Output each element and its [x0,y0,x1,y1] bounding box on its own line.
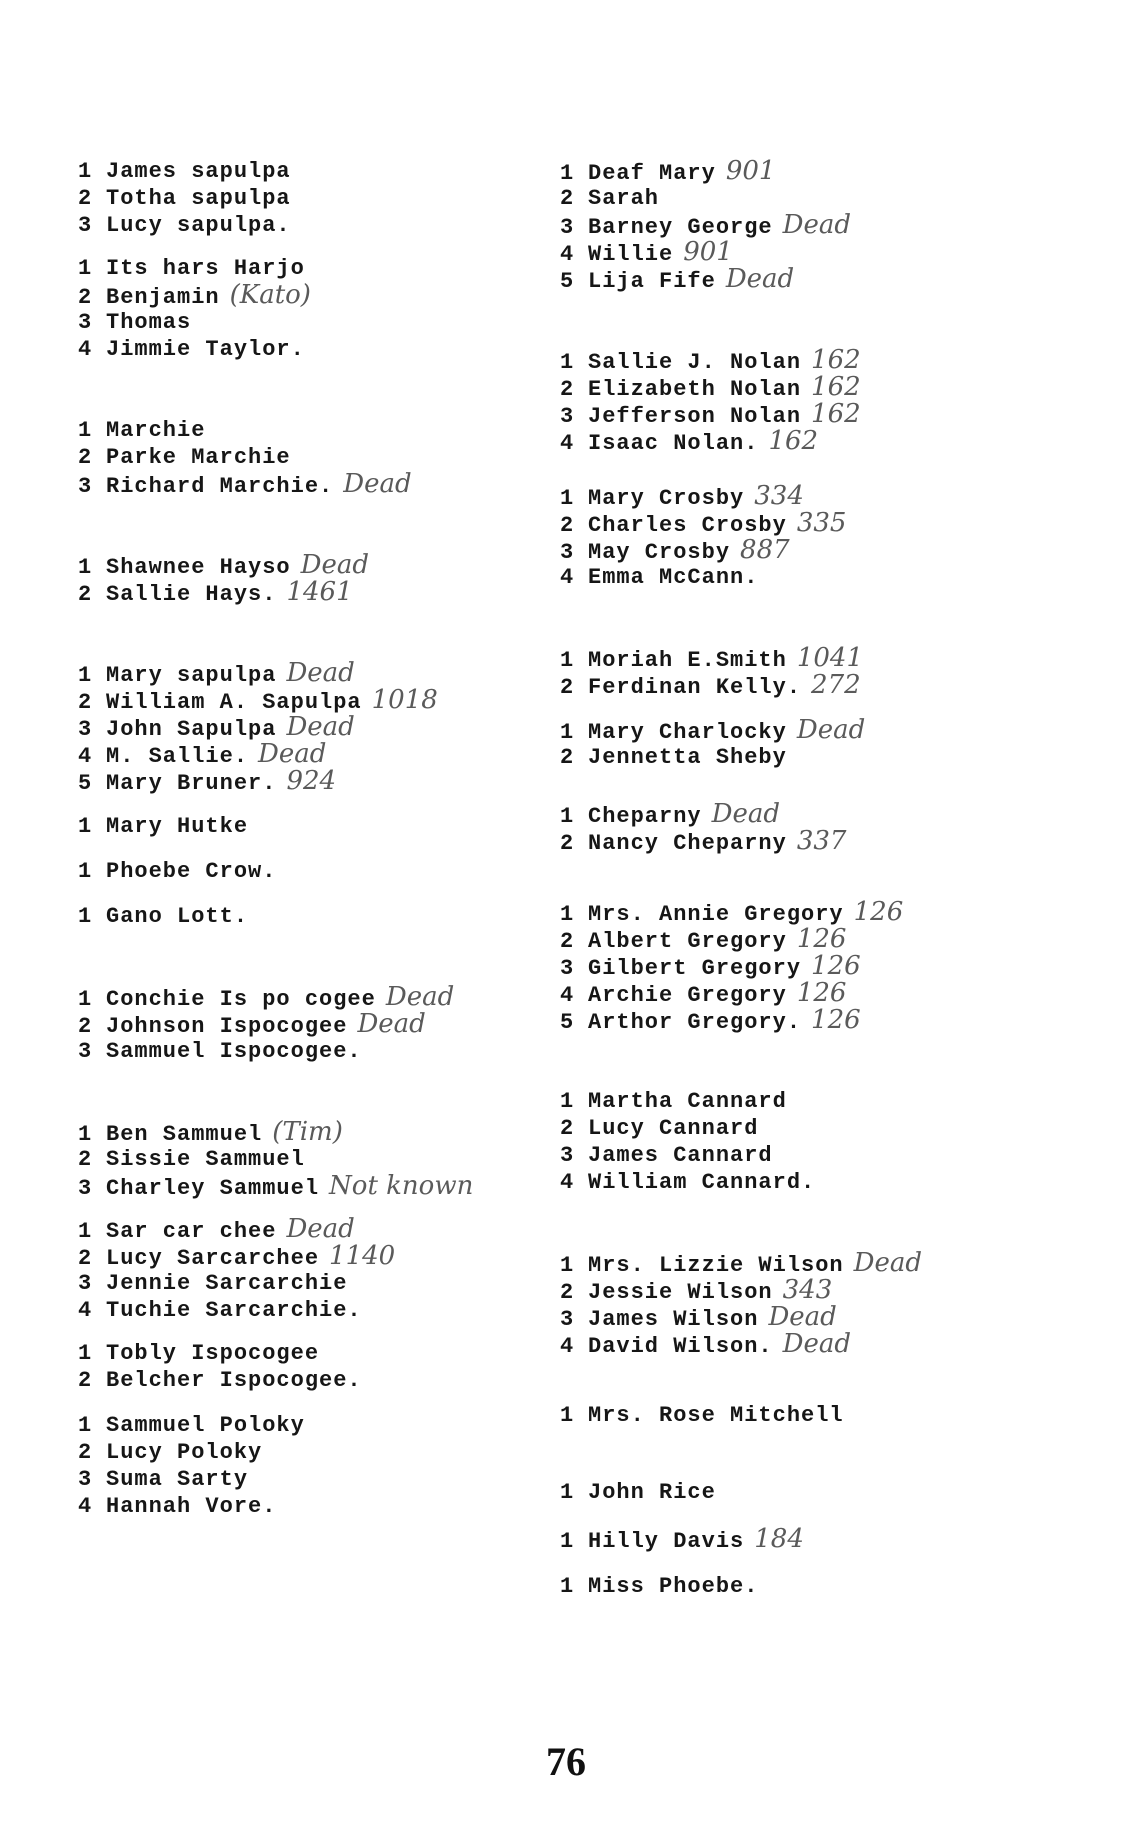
handwritten-note: Not known [329,1171,474,1201]
name-entry [78,858,548,885]
entry-name: David Wilson. [588,1334,773,1359]
name-entry [78,1297,548,1324]
entry-name: Lija Fife [588,269,716,294]
family-group [560,899,1100,1034]
entry-number: 1 [78,859,93,884]
entry-number: 1 [78,1341,93,1366]
name-entry [560,801,1100,828]
name-entry [560,347,1100,374]
name-entry [560,1169,1100,1196]
entry-number: 2 [560,513,575,538]
entry-name: James Wilson [588,1307,759,1332]
name-entry [78,1270,548,1297]
handwritten-note: 1018 [371,685,438,715]
family-group [560,1526,1100,1553]
entry-name: Hilly Davis [588,1529,745,1554]
name-entry [78,1439,548,1466]
entry-name: Jennie Sarcarchie [106,1271,348,1296]
entry-number: 1 [78,256,93,281]
entry-name: Hannah Vore. [106,1494,277,1519]
name-entry [560,645,1100,672]
name-entry [78,660,548,687]
name-entry [560,980,1100,1007]
handwritten-note: 1461 [286,577,353,607]
family-group [78,1216,548,1324]
handwritten-note: Dead [286,712,355,742]
entry-name: Moriah E.Smith [588,648,787,673]
name-entry [560,158,1100,185]
handwritten-note: Dead [711,799,781,829]
page-number: 76 [546,1739,586,1784]
entry-number: 1 [560,486,575,511]
name-entry [78,1367,548,1394]
family-group [78,1412,548,1520]
entry-name: Conchie Is po cogee [106,987,376,1012]
entry-name: Parke Marchie [106,445,291,470]
entry-number: 1 [78,814,93,839]
entry-number: 4 [560,983,575,1008]
name-entry [78,579,548,606]
entry-number: 1 [78,418,93,443]
entry-name: Deaf Mary [588,161,716,186]
entry-name: Sallie J. Nolan [588,350,802,375]
entry-name: Mary sapulpa [106,663,277,688]
name-entry [560,672,1100,699]
family-group [560,483,1100,591]
entry-number: 1 [560,720,575,745]
entry-name: Mary Bruner. [106,771,277,796]
entry-number: 1 [78,904,93,929]
entry-name: John Sapulpa [106,717,277,742]
handwritten-note: 901 [725,156,776,186]
handwritten-note: 162 [811,345,861,375]
entry-number: 2 [78,690,93,715]
name-entry [560,899,1100,926]
name-entry [78,1493,548,1520]
entry-name: Shawnee Hayso [106,555,291,580]
handwritten-note: Dead [385,982,455,1012]
entry-name: Lucy Cannard [588,1116,759,1141]
entry-number: 1 [78,1122,93,1147]
handwritten-note: 335 [796,508,847,538]
entry-name: James sapulpa [106,159,291,184]
family-group [78,1340,548,1394]
entry-number: 2 [78,285,93,310]
name-entry [78,813,548,840]
entry-name: Lucy sapulpa. [106,213,291,238]
entry-number: 2 [560,186,575,211]
entry-number: 3 [78,1271,93,1296]
name-entry [78,1119,548,1146]
entry-number: 4 [78,337,93,362]
family-group [78,813,548,840]
family-group [560,1479,1100,1506]
entry-name: Ben Sammuel [106,1122,263,1147]
entry-number: 1 [78,987,93,1012]
entry-number: 3 [560,1143,575,1168]
name-entry [560,1250,1100,1277]
entry-number: 4 [560,431,575,456]
entry-number: 2 [78,186,93,211]
family-group [560,1088,1100,1196]
handwritten-note: 924 [286,766,337,796]
entry-name: Sissie Sammuel [106,1147,305,1172]
family-group [560,347,1100,455]
name-entry [78,417,548,444]
family-group [560,1250,1100,1358]
name-entry [78,1243,548,1270]
handwritten-note: 126 [811,1005,861,1035]
entry-number: 3 [560,540,575,565]
entry-name: Lucy Sarcarchee [106,1246,320,1271]
name-entry [560,926,1100,953]
handwritten-note: Dead [782,210,852,240]
entry-number: 1 [560,1574,575,1599]
name-entry [78,903,548,930]
entry-number: 2 [560,831,575,856]
handwritten-note: Dead [343,469,412,499]
entry-name: Emma McCann. [588,565,759,590]
name-entry [78,255,548,282]
entry-number: 3 [78,1039,93,1064]
name-entry [78,687,548,714]
handwritten-note: Dead [768,1302,837,1332]
handwritten-note: 162 [811,372,861,402]
entry-number: 1 [560,1480,575,1505]
handwritten-note: 184 [754,1524,804,1554]
name-entry [560,1526,1100,1553]
entry-number: 2 [560,745,575,770]
family-group [78,417,548,498]
family-group [78,255,548,363]
handwritten-note: 1140 [329,1241,396,1271]
name-entry [78,1038,548,1065]
handwritten-note: 126 [853,897,904,927]
entry-name: Martha Cannard [588,1089,787,1114]
entry-name: Willie [588,242,674,267]
name-entry [78,1340,548,1367]
entry-number: 2 [560,675,575,700]
entry-name: Mary Charlocky [588,720,787,745]
entry-number: 4 [78,1298,93,1323]
entry-name: Charles Crosby [588,513,787,538]
entry-number: 4 [560,1334,575,1359]
handwritten-note: Dead [286,1214,355,1244]
entry-name: Miss Phoebe. [588,1574,759,1599]
entry-number: 1 [560,648,575,673]
entry-name: Lucy Poloky [106,1440,263,1465]
handwritten-note: Dead [300,550,370,580]
handwritten-note: Dead [796,715,866,745]
entry-number: 3 [560,215,575,240]
entry-number: 2 [560,1280,575,1305]
handwritten-note: 343 [782,1275,833,1305]
name-entry [560,1331,1100,1358]
family-group [560,158,1100,293]
entry-name: Albert Gregory [588,929,787,954]
name-entry [78,984,548,1011]
handwritten-note: 126 [811,951,861,981]
name-entry [560,428,1100,455]
entry-name: Cheparny [588,804,702,829]
entry-number: 3 [78,717,93,742]
entry-name: Richard Marchie. [106,474,334,499]
name-entry [560,1142,1100,1169]
entry-name: Sarah [588,186,660,211]
entry-number: 3 [560,1307,575,1332]
name-entry [560,1479,1100,1506]
entry-name: Charley Sammuel [106,1176,320,1201]
name-entry [560,1007,1100,1034]
family-group [78,1119,548,1200]
name-entry [78,714,548,741]
entry-name: Arthor Gregory. [588,1010,802,1035]
entry-number: 1 [78,1219,93,1244]
handwritten-note: Dead [357,1009,426,1039]
entry-name: May Crosby [588,540,731,565]
name-entry [560,266,1100,293]
entry-name: Phoebe Crow. [106,859,277,884]
entry-number: 5 [560,1010,575,1035]
name-entry [78,1216,548,1243]
name-entry [560,537,1100,564]
family-group [560,1573,1100,1600]
name-entry [78,185,548,212]
handwritten-note: 126 [796,924,847,954]
entry-number: 5 [78,771,93,796]
entry-name: Thomas [106,310,192,335]
name-entry [560,744,1100,771]
handwritten-note: 334 [754,481,804,511]
name-entry [560,401,1100,428]
entry-number: 1 [78,1413,93,1438]
entry-name: Mary Crosby [588,486,745,511]
entry-name: Mrs. Lizzie Wilson [588,1253,844,1278]
entry-number: 1 [560,1089,575,1114]
entry-number: 3 [78,310,93,335]
entry-name: William A. Sapulpa [106,690,362,715]
entry-number: 2 [78,445,93,470]
name-entry [78,552,548,579]
entry-name: Gano Lott. [106,904,249,929]
entry-number: 1 [560,350,575,375]
handwritten-note: Dead [258,739,327,769]
handwritten-note: 337 [796,826,847,856]
entry-name: Belcher Ispocogee. [106,1368,362,1393]
entry-number: 1 [560,1403,575,1428]
entry-number: 5 [560,269,575,294]
name-entry [560,564,1100,591]
right-column [560,158,1100,1600]
entry-name: Johnson Ispocogee [106,1014,348,1039]
name-entry [560,185,1100,212]
entry-number: 1 [78,159,93,184]
entry-name: Nancy Cheparny [588,831,787,856]
entry-name: William Cannard. [588,1170,816,1195]
family-group [78,903,548,930]
entry-number: 2 [78,1368,93,1393]
entry-name: Tobly Ispocogee [106,1341,320,1366]
entry-name: Jessie Wilson [588,1280,773,1305]
entry-name: Sar car chee [106,1219,277,1244]
name-entry [560,212,1100,239]
entry-name: Suma Sarty [106,1467,249,1492]
family-group [78,552,548,606]
name-entry [560,1277,1100,1304]
entry-name: Mary Hutke [106,814,249,839]
entry-number: 2 [560,1116,575,1141]
entry-number: 1 [78,555,93,580]
name-entry [560,717,1100,744]
family-group [560,645,1100,699]
entry-number: 2 [560,929,575,954]
entry-number: 3 [78,474,93,499]
name-entry [560,483,1100,510]
entry-number: 4 [78,1494,93,1519]
handwritten-note: Dead [782,1329,852,1359]
entry-name: Totha sapulpa [106,186,291,211]
name-entry [78,309,548,336]
entry-name: Barney George [588,215,773,240]
entry-number: 3 [78,1467,93,1492]
entry-number: 2 [78,1440,93,1465]
handwritten-note: 901 [683,237,733,267]
entry-number: 1 [560,902,575,927]
entry-name: Ferdinan Kelly. [588,675,802,700]
entry-number: 3 [78,213,93,238]
family-group [560,717,1100,771]
handwritten-note: (Kato) [229,280,311,310]
name-entry [78,1011,548,1038]
entry-number: 1 [560,161,575,186]
name-entry [560,1402,1100,1429]
entry-name: Benjamin [106,285,220,310]
entry-name: Jennetta Sheby [588,745,787,770]
entry-number: 2 [560,377,575,402]
entry-name: Sammuel Poloky [106,1413,305,1438]
entry-name: Tuchie Sarcarchie. [106,1298,362,1323]
entry-number: 1 [560,804,575,829]
name-entry [560,1088,1100,1115]
entry-number: 4 [560,242,575,267]
handwritten-note: 162 [768,426,819,456]
name-entry [560,1304,1100,1331]
family-group [78,858,548,885]
name-entry [78,1412,548,1439]
entry-number: 3 [560,956,575,981]
family-group [78,158,548,239]
handwritten-note: Dead [725,264,795,294]
entry-name: Elizabeth Nolan [588,377,802,402]
name-entry [560,1573,1100,1600]
entry-name: Sammuel Ispocogee. [106,1039,362,1064]
name-entry [78,768,548,795]
entry-name: Sallie Hays. [106,582,277,607]
entry-name: Gilbert Gregory [588,956,802,981]
entry-number: 4 [560,1170,575,1195]
entry-name: Marchie [106,418,206,443]
name-entry [560,239,1100,266]
entry-name: Archie Gregory [588,983,787,1008]
entry-name: Jefferson Nolan [588,404,802,429]
family-group [560,801,1100,855]
handwritten-note: 126 [796,978,847,1008]
entry-name: Mrs. Annie Gregory [588,902,844,927]
handwritten-note: 1041 [796,643,864,673]
entry-number: 3 [560,404,575,429]
name-entry [78,1466,548,1493]
handwritten-note: Dead [853,1248,923,1278]
handwritten-note: 272 [811,670,861,700]
left-column [78,158,548,1520]
entry-name: Jimmie Taylor. [106,337,305,362]
entry-number: 2 [78,582,93,607]
entry-name: Its hars Harjo [106,256,305,281]
entry-name: James Cannard [588,1143,773,1168]
name-entry [78,336,548,363]
name-entry [78,212,548,239]
entry-name: Mrs. Rose Mitchell [588,1403,844,1428]
entry-number: 2 [78,1014,93,1039]
name-entry [78,1173,548,1200]
name-entry [78,1146,548,1173]
entry-number: 3 [78,1176,93,1201]
family-group [78,660,548,795]
name-entry [560,953,1100,980]
entry-number: 1 [560,1253,575,1278]
entry-number: 4 [560,565,575,590]
name-entry [78,444,548,471]
name-entry [560,374,1100,401]
name-entry [78,282,548,309]
handwritten-note: 162 [811,399,861,429]
family-group [560,1402,1100,1429]
handwritten-note: (Tim) [272,1117,343,1147]
name-entry [78,471,548,498]
family-group [78,984,548,1065]
entry-name: M. Sallie. [106,744,249,769]
name-entry [560,510,1100,537]
entry-name: John Rice [588,1480,716,1505]
entry-number: 2 [78,1246,93,1271]
entry-number: 1 [560,1529,575,1554]
name-entry [78,741,548,768]
handwritten-note: Dead [286,658,355,688]
entry-number: 4 [78,744,93,769]
name-entry [560,828,1100,855]
name-entry [560,1115,1100,1142]
name-entry [78,158,548,185]
entry-number: 1 [78,663,93,688]
handwritten-note: 887 [740,535,790,565]
entry-number: 2 [78,1147,93,1172]
entry-name: Isaac Nolan. [588,431,759,456]
